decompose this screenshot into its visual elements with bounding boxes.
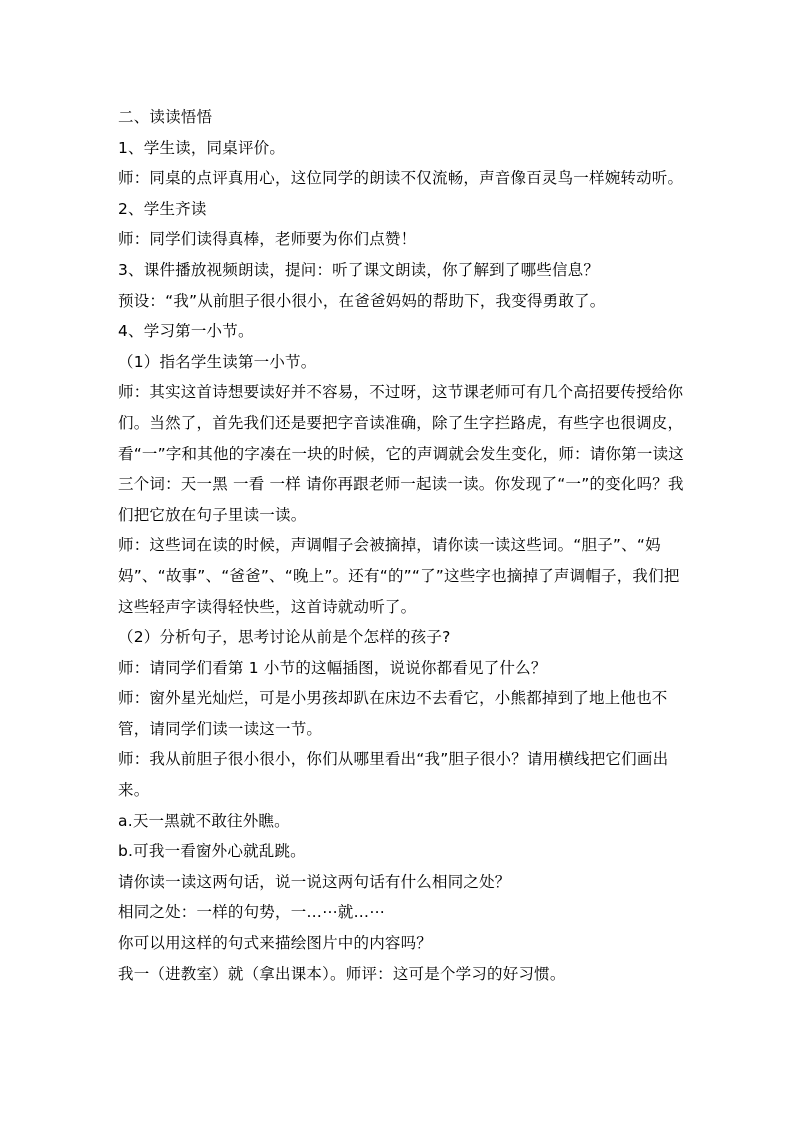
section-heading: 二、读读悟悟 bbox=[118, 108, 213, 126]
substep-2: （2）分析句子，思考讨论从前是个怎样的孩子? bbox=[118, 628, 451, 647]
document-body bbox=[118, 102, 688, 989]
teacher-instruction: 师：这些词在读的时候，声调帽子会被摘掉，请你读一读这些词。“胆子”、“妈妈”、“故事”、“爸爸”、“晚上”。还有“的”“了”这些字也摘掉了声调帽子，我们把这些轻声字读得轻快些，这首诗就动听了。 bbox=[118, 536, 680, 616]
step-4: 4、学习第一小节。 bbox=[118, 322, 254, 341]
step-3: 3、课件播放视频朗读，提问：听了课文朗读，你了解到了哪些信息？ bbox=[118, 260, 600, 279]
substep-1: （1）指名学生读第一小节。 bbox=[118, 352, 317, 371]
step-1: 1、学生读，同桌评价。 bbox=[118, 138, 286, 157]
teacher-question: 你可以用这样的句式来描绘图片中的内容吗？ bbox=[118, 934, 433, 953]
teacher-remark: 师：同桌的点评真用心，这位同学的朗读不仅流畅，声音像百灵鸟一样婉转动听。 bbox=[118, 169, 684, 188]
step-2: 2、学生齐读 bbox=[118, 199, 207, 218]
example-sentence-b: b.可我一看窗外心就乱跳。 bbox=[118, 842, 306, 861]
example-sentence-a: a.天一黑就不敢往外瞧。 bbox=[118, 811, 290, 830]
teacher-remark: 师：同学们读得真棒，老师要为你们点赞！ bbox=[118, 230, 417, 249]
example-answer: 我一（进教室）就（拿出课本）。师评：这可是个学习的好习惯。 bbox=[118, 964, 566, 983]
teacher-instruction: 师：其实这首诗想要读好并不容易，不过呀，这节课老师可有几个高招要传授给你们。当然了，首先我们还是要把字音读准确，除了生字拦路虎，有些字也很调皮，看“一”字和其他的字凑在一块的时候，它的声调就会发生变化，师：请你第一读这三个词：天一黑 一看 一样 请你再跟老师一起读一读。你发现了“一”的变化吗？我们把它放在句子里读一读。 bbox=[118, 383, 684, 524]
preset-answer: 预设：“我”从前胆子很小很小，在爸爸妈妈的帮助下，我变得勇敢了。 bbox=[118, 291, 606, 310]
teacher-question: 请你读一读这两句话，说一说这两句话有什么相同之处？ bbox=[118, 872, 511, 891]
similarity-note: 相同之处：一样的句势，一…⋯就…⋯ bbox=[118, 903, 385, 922]
teacher-question: 师：请同学们看第 1 小节的这幅插图，说说你都看见了什么？ bbox=[118, 658, 547, 677]
teacher-remark: 师：窗外星光灿烂，可是小男孩却趴在床边不去看它，小熊都掉到了地上他也不管，请同学们读一读这一节。 bbox=[118, 689, 668, 738]
teacher-question: 师：我从前胆子很小很小，你们从哪里看出“我”胆子很小？请用横线把它们画出来。 bbox=[118, 750, 669, 800]
